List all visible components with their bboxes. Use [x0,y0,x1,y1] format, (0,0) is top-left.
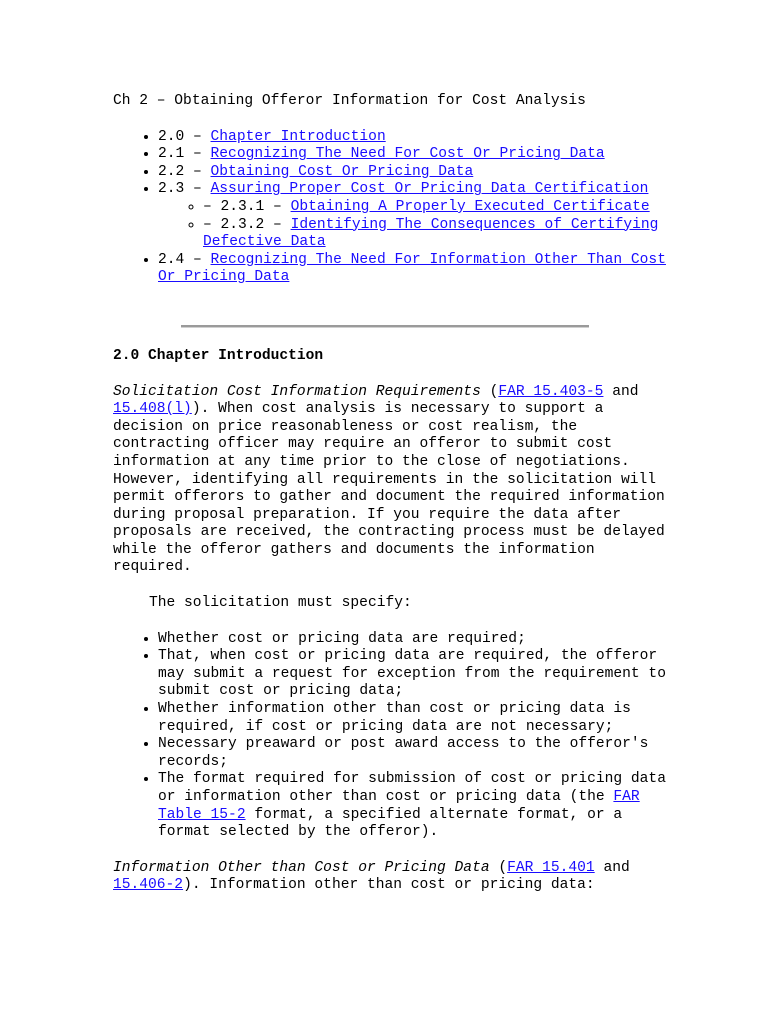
toc-item-2-3: • 2.3 – Assuring Proper Cost Or Pricing Data Certification ◦ – 2.3.1 – Obtaining A Properly Executed Certificate ◦ – 2.3.2 – Identifying The Consequences of Certifying Defective Data [158,181,673,251]
toc-link-properly-executed-certificate[interactable]: Obtaining A Properly Executed Certificate [290,198,650,215]
toc-link-chapter-introduction[interactable]: Chapter Introduction [210,128,386,145]
toc-link-obtaining-data[interactable]: Obtaining Cost Or Pricing Data [210,163,474,180]
chapter-title: Ch 2 – Obtaining Offeror Information for Cost Analysis [113,93,586,109]
toc-item-2-1: • 2.1 – Recognizing The Need For Cost Or Pricing Data [158,146,673,164]
far-15-403-5-link[interactable]: FAR 15.403-5 [498,383,604,400]
toc-link-information-other-than[interactable]: Recognizing The Need For Information Other Than Cost Or Pricing Data [158,251,666,286]
list-item: • Necessary preaward or post award access to the offeror's records; [158,736,673,771]
toc-item-2-4: • 2.4 – Recognizing The Need For Information Other Than Cost Or Pricing Data [158,252,673,287]
table-of-contents [113,129,673,287]
requirements-list [113,631,673,842]
toc-item-2-3-2: ◦ – 2.3.2 – Identifying The Consequences of Certifying Defective Data [203,217,673,252]
horizontal-divider [181,325,589,328]
list-item: • The format required for submission of cost or pricing data or information other than cost or pricing data (the FAR Table 15-2 format, a specified alternate format, or a format selected by the offeror). [158,771,673,841]
list-item: • That, when cost or pricing data are required, the offeror may submit a request for exception from the requirement to submit cost or pricing data; [158,648,673,701]
toc-link-recognizing-need[interactable]: Recognizing The Need For Cost Or Pricing Data [210,146,605,163]
section-heading: 2.0 Chapter Introduction [113,347,324,364]
toc-item-2-2: • 2.2 – Obtaining Cost Or Pricing Data [158,164,673,182]
toc-item-2-3-1: ◦ – 2.3.1 – Obtaining A Properly Executed Certificate [203,199,673,217]
far-15-406-2-link[interactable]: 15.406-2 [113,877,184,894]
paragraph-solicitation-requirements: Solicitation Cost Information Requirements (FAR 15.403-5 and 15.408(l)). When cost analysis is necessary to support a decision on price reasonableness or cost realism, the contracting officer may require an offeror to submit cost information at any time prior to the close of negotiations. However, identifying all requirements in the solicitation will permit offerors to gather and document the required information during proposal preparation. If you require the data after proposals are received, the contracting process must be delayed while the offeror gathers and documents the information required. [113,383,665,576]
far-15-408-l-link[interactable]: 15.408(l) [113,401,192,418]
far-15-401-link[interactable]: FAR 15.401 [507,859,595,876]
toc-item-2-0: • 2.0 – Chapter Introduction [158,129,673,147]
must-specify-text: The solicitation must specify: [149,595,412,612]
toc-link-consequences-defective-data[interactable]: Identifying The Consequences of Certifying Defective Data [203,216,659,251]
paragraph-information-other: Information Other than Cost or Pricing Data (FAR 15.401 and 15.406-2). Information other than cost or pricing data: [113,859,630,894]
list-item: • Whether cost or pricing data are required; [158,631,673,649]
paragraph-italic-lead: Information Other than Cost or Pricing Data [113,859,490,876]
list-item: • Whether information other than cost or pricing data is required, if cost or pricing data are not necessary; [158,701,673,736]
document-page [113,93,673,913]
toc-link-assuring-certification[interactable]: Assuring Proper Cost Or Pricing Data Certification [210,181,649,198]
paragraph-italic-lead: Solicitation Cost Information Requirements [113,383,481,400]
far-table-15-2-link[interactable]: FAR Table 15-2 [158,789,640,823]
toc-sublist [158,199,673,252]
